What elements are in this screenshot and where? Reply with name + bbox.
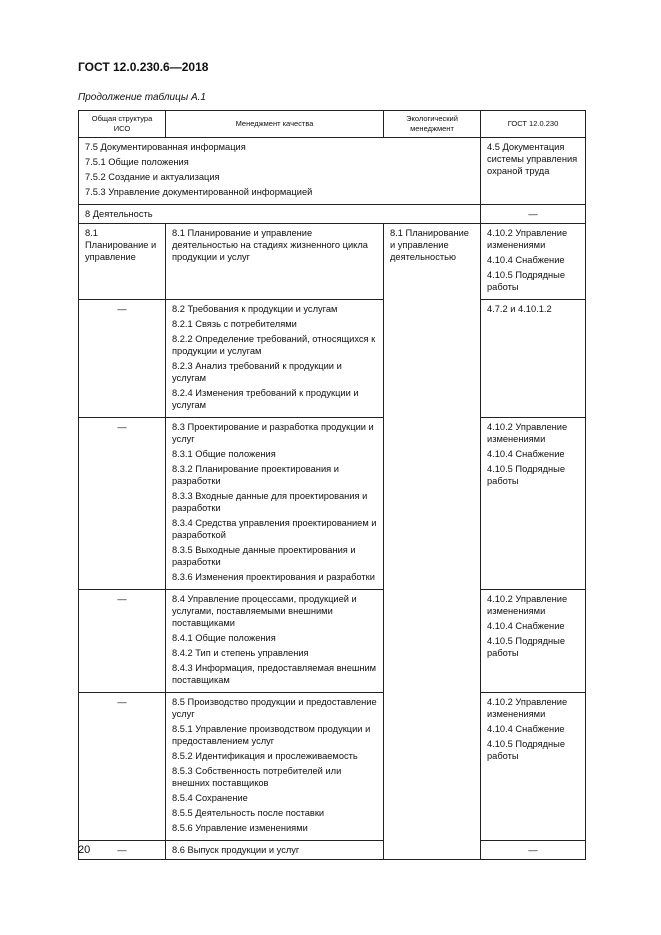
cell-line: 8.4.1 Общие положения: [172, 633, 276, 643]
cell-line: 8.4.3 Информация, предоставляемая внешним поставщикам: [172, 663, 377, 685]
cell-line: 4.10.2 Управление изменениями: [487, 228, 568, 250]
table-row: [79, 138, 586, 205]
cell-line: 7.5.2 Создание и актуализация: [85, 172, 220, 182]
cell-line: 4.10.2 Управление изменениями: [487, 697, 568, 719]
page-number: 20: [78, 844, 91, 856]
cell-line: 4.10.4 Снабжение: [487, 724, 565, 734]
cell-line: 8.3.4 Средства управления проектированием и разработкой: [172, 518, 377, 540]
cell-line: 7.5.3 Управление документированной информацией: [85, 187, 313, 197]
header-gost: ГОСТ 12.0.230: [481, 111, 586, 138]
cell-line: 8.2.3 Анализ требований к продукции и услугам: [172, 361, 342, 383]
table-row: [79, 590, 586, 693]
row-8-6-quality: 8.6 Выпуск продукции и услуг: [166, 841, 384, 860]
header-iso: Общая структура ИСО: [79, 111, 166, 138]
row-8-5-quality: [166, 693, 384, 841]
row-8-4-iso: —: [79, 590, 166, 693]
row-8-2-quality: [166, 300, 384, 418]
cell-line: 4.10.5 Подрядные работы: [487, 464, 566, 486]
cell-line: 8.5.4 Сохранение: [172, 793, 248, 803]
cell-line: 8.2.2 Определение требований, относящихся к продукции и услугам: [172, 334, 376, 356]
table-row: [79, 841, 586, 860]
cell-line: 8.3.2 Планирование проектирования и разработки: [172, 464, 339, 486]
cell-line: 8.4.2 Тип и степень управления: [172, 648, 309, 658]
document-title: ГОСТ 12.0.230.6—2018: [78, 60, 209, 74]
row-8-4-gost: [481, 590, 586, 693]
cell-line: 4.10.2 Управление изменениями: [487, 594, 568, 616]
cell-line: 8.5.2 Идентификация и прослеживаемость: [172, 751, 358, 761]
row-8-5-gost: [481, 693, 586, 841]
table-row: [79, 300, 586, 418]
cell-line: 8.5.6 Управление изменениями: [172, 823, 308, 833]
cell-line: 8.2.1 Связь с потребителями: [172, 319, 297, 329]
cell-line: 4.10.4 Снабжение: [487, 621, 565, 631]
cell-line: 8.1 Планирование и управление: [85, 228, 157, 262]
cell-line: 8.1 Планирование и управление деятельностью: [390, 228, 469, 262]
cell-line: 4.10.5 Подрядные работы: [487, 270, 566, 292]
table-row: [79, 418, 586, 590]
row-8-1-eco: [384, 224, 481, 860]
cell-line: 4.10.5 Подрядные работы: [487, 739, 566, 761]
row-8-3-quality: [166, 418, 384, 590]
row-7-5-left: [79, 138, 481, 205]
cell-line: 7.5.1 Общие положения: [85, 157, 189, 167]
cell-line: 4.7.2 и 4.10.1.2: [487, 304, 552, 314]
row-8-3-iso: —: [79, 418, 166, 590]
cell-line: 4.5 Документация системы управления охраной труда: [487, 142, 578, 176]
cell-line: 7.5 Документированная информация: [85, 142, 246, 152]
cell-line: 8.3.1 Общие положения: [172, 449, 276, 459]
cell-line: 8.3.3 Входные данные для проектирования и разработки: [172, 491, 368, 513]
cell-line: 8.2.4 Изменения требований к продукции и услугам: [172, 388, 359, 410]
table-caption: Продолжение таблицы А.1: [78, 92, 206, 103]
row-8-1-iso: [79, 224, 166, 300]
cell-line: 4.10.4 Снабжение: [487, 255, 565, 265]
cell-line: 8.5.1 Управление производством продукции и предоставлением услуг: [172, 724, 371, 746]
cell-line: 8.5.5 Деятельность после поставки: [172, 808, 325, 818]
header-eco: Экологический менеджмент: [384, 111, 481, 138]
header-quality: Менеджмент качества: [166, 111, 384, 138]
header-row: [79, 111, 586, 138]
cell-line: 4.10.5 Подрядные работы: [487, 636, 566, 658]
row-8-4-quality: [166, 590, 384, 693]
row-8-1-gost: [481, 224, 586, 300]
cell-line: 4.10.4 Снабжение: [487, 449, 565, 459]
cell-line: 8.3.6 Изменения проектирования и разработки: [172, 572, 375, 582]
row-8-1-quality: [166, 224, 384, 300]
table-row: [79, 224, 586, 300]
row-8-6-gost: —: [481, 841, 586, 860]
cell-line: 8.5 Производство продукции и предоставление услуг: [172, 697, 377, 719]
table-row: [79, 693, 586, 841]
row-7-5-gost: [481, 138, 586, 205]
cell-line: 8.1 Планирование и управление деятельностью на стадиях жизненного цикла продукции и услуг: [172, 228, 368, 262]
standards-table: [78, 110, 586, 860]
row-8-6-iso: —: [79, 841, 166, 860]
row-8-2-gost: [481, 300, 586, 418]
table-row: [79, 205, 586, 224]
cell-line: 8.3.5 Выходные данные проектирования и разработки: [172, 545, 356, 567]
cell-line: 8.2 Требования к продукции и услугам: [172, 304, 338, 314]
cell-line: 8.5.3 Собственность потребителей или внешних поставщиков: [172, 766, 342, 788]
row-8-2-iso: —: [79, 300, 166, 418]
cell-line: 4.10.2 Управление изменениями: [487, 422, 568, 444]
row-8-5-iso: —: [79, 693, 166, 841]
cell-line: 8.4 Управление процессами, продукцией и услугами, поставляемыми внешними поставщиками: [172, 594, 357, 628]
row-8-gost: —: [481, 205, 586, 224]
cell-line: 8.3 Проектирование и разработка продукции и услуг: [172, 422, 374, 444]
row-8-3-gost: [481, 418, 586, 590]
row-8-left: 8 Деятельность: [79, 205, 481, 224]
